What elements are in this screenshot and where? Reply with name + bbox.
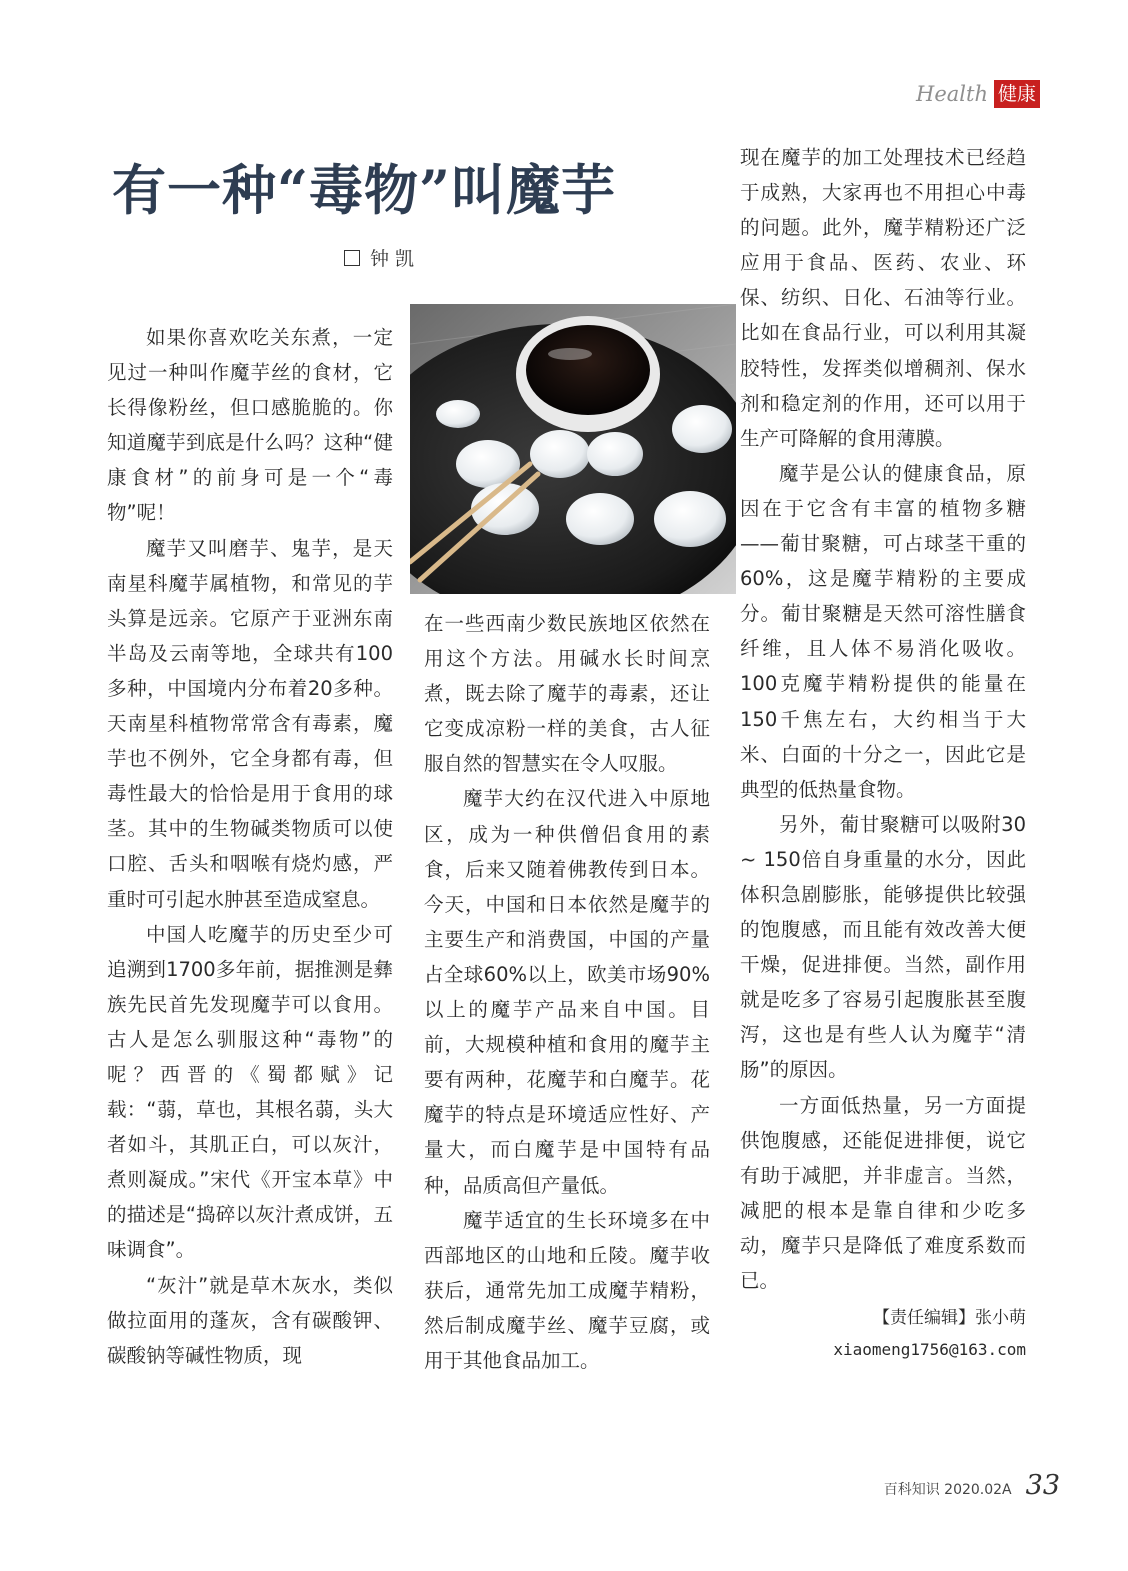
article-title: 有一种“毒物”叫魔芋 xyxy=(112,158,617,222)
section-label-cn: 健康 xyxy=(994,80,1040,108)
konjac-photo xyxy=(410,304,736,594)
paragraph: 魔芋是公认的健康食品，原因在于它含有丰富的植物多糖——葡甘聚糖，可占球茎干重的60%，这是魔芋精粉的主要成分。葡甘聚糖是天然可溶性膳食纤维，且人体不易消化吸收。100克魔芋精粉提供的能量在150千焦左右，大约相当于大米、白面的十分之一，因此它是典型的低热量食物。 xyxy=(740,461,1026,801)
section-header xyxy=(916,80,1040,108)
article-column-2 xyxy=(424,606,710,1378)
paragraph: 一方面低热量，另一方面提供饱腹感，还能促进排便，说它有助于减肥，并非虚言。当然，减肥的根本是靠自律和少吃多动，魔芋只是降低了难度系数而已。 xyxy=(740,1093,1026,1292)
editor-credit: 【责任编辑】张小萌 xyxy=(873,1308,1026,1329)
konjac-photo-image xyxy=(410,304,736,594)
article-author xyxy=(344,244,414,271)
page-number: 33 xyxy=(1025,1470,1060,1501)
article-column-1 xyxy=(107,320,393,1373)
author-name: 钟 凯 xyxy=(370,248,415,270)
paragraph: 魔芋适宜的生长环境多在中西部地区的山地和丘陵。魔芋收获后，通常先加工成魔芋精粉，然后制成魔芋丝、魔芋豆腐，或用于其他食品加工。 xyxy=(424,1208,710,1372)
editor-email: xiaomeng1756@163.com xyxy=(833,1340,1026,1360)
paragraph: “灰汁”就是草木灰水，类似做拉面用的蓬灰，含有碳酸钾、碳酸钠等碱性物质，现 xyxy=(107,1273,393,1367)
paragraph: 另外，葡甘聚糖可以吸附30 ~ 150倍自身重量的水分，因此体积急剧膨胀，能够提供比较强的饱腹感，而且能有效改善大便干燥，促进排便。当然，副作用就是吃多了容易引起腹胀甚至腹泻，这也是有些人认为魔芋“清肠”的原因。 xyxy=(740,812,1026,1082)
paragraph: 魔芋大约在汉代进入中原地区，成为一种供僧侣食用的素食，后来又随着佛教传到日本。今天，中国和日本依然是魔芋的主要生产和消费国，中国的产量占全球60%以上，欧美市场90%以上的魔芋产品来自中国。目前，大规模种植和食用的魔芋主要有两种，花魔芋和白魔芋。花魔芋的特点是环境适应性好、产量大，而白魔芋是中国特有品种，品质高但产量低。 xyxy=(424,787,710,1197)
paragraph: 如果你喜欢吃关东煮，一定见过一种叫作魔芋丝的食材，它长得像粉丝，但口感脆脆的。你知道魔芋到底是什么吗？这种“健康食材”的前身可是一个“毒物”呢！ xyxy=(107,326,393,525)
section-label-en: Health xyxy=(916,82,988,106)
article-column-3 xyxy=(740,140,1026,1365)
page-footer xyxy=(884,1470,1060,1501)
paragraph: 现在魔芋的加工处理技术已经趋于成熟，大家再也不用担心中毒的问题。此外，魔芋精粉还广泛应用于食品、医药、农业、环保、纺织、日化、石油等行业。比如在食品行业，可以利用其凝胶特性，发挥类似增稠剂、保水剂和稳定剂的作用，还可以用于生产可降解的食用薄膜。 xyxy=(740,146,1026,450)
paragraph: 在一些西南少数民族地区依然在用这个方法。用碱水长时间烹煮，既去除了魔芋的毒素，还让它变成凉粉一样的美食，古人征服自然的智慧实在令人叹服。 xyxy=(424,612,710,776)
author-box-icon xyxy=(344,250,360,266)
paragraph: 中国人吃魔芋的历史至少可追溯到1700多年前，据推测是彝族先民首先发现魔芋可以食用。古人是怎么驯服这种“毒物”的呢？西晋的《蜀都赋》记载：“蒻，草也，其根名蒻，头大者如斗，其肌正白，可以灰汁，煮则凝成。”宋代《开宝本草》中的描述是“捣碎以灰汁煮成饼，五味调食”。 xyxy=(107,922,393,1262)
paragraph: 魔芋又叫磨芋、鬼芋，是天南星科魔芋属植物，和常见的芋头算是远亲。它原产于亚洲东南半岛及云南等地，全球共有100多种，中国境内分布着20多种。天南星科植物常常含有毒素，魔芋也不例外，它全身都有毒，但毒性最大的恰恰是用于食用的球茎。其中的生物碱类物质可以使口腔、舌头和咽喉有烧灼感，严重时可引起水肿甚至造成窒息。 xyxy=(107,536,393,911)
magazine-issue: 百科知识 2020.02A xyxy=(883,1482,1012,1498)
